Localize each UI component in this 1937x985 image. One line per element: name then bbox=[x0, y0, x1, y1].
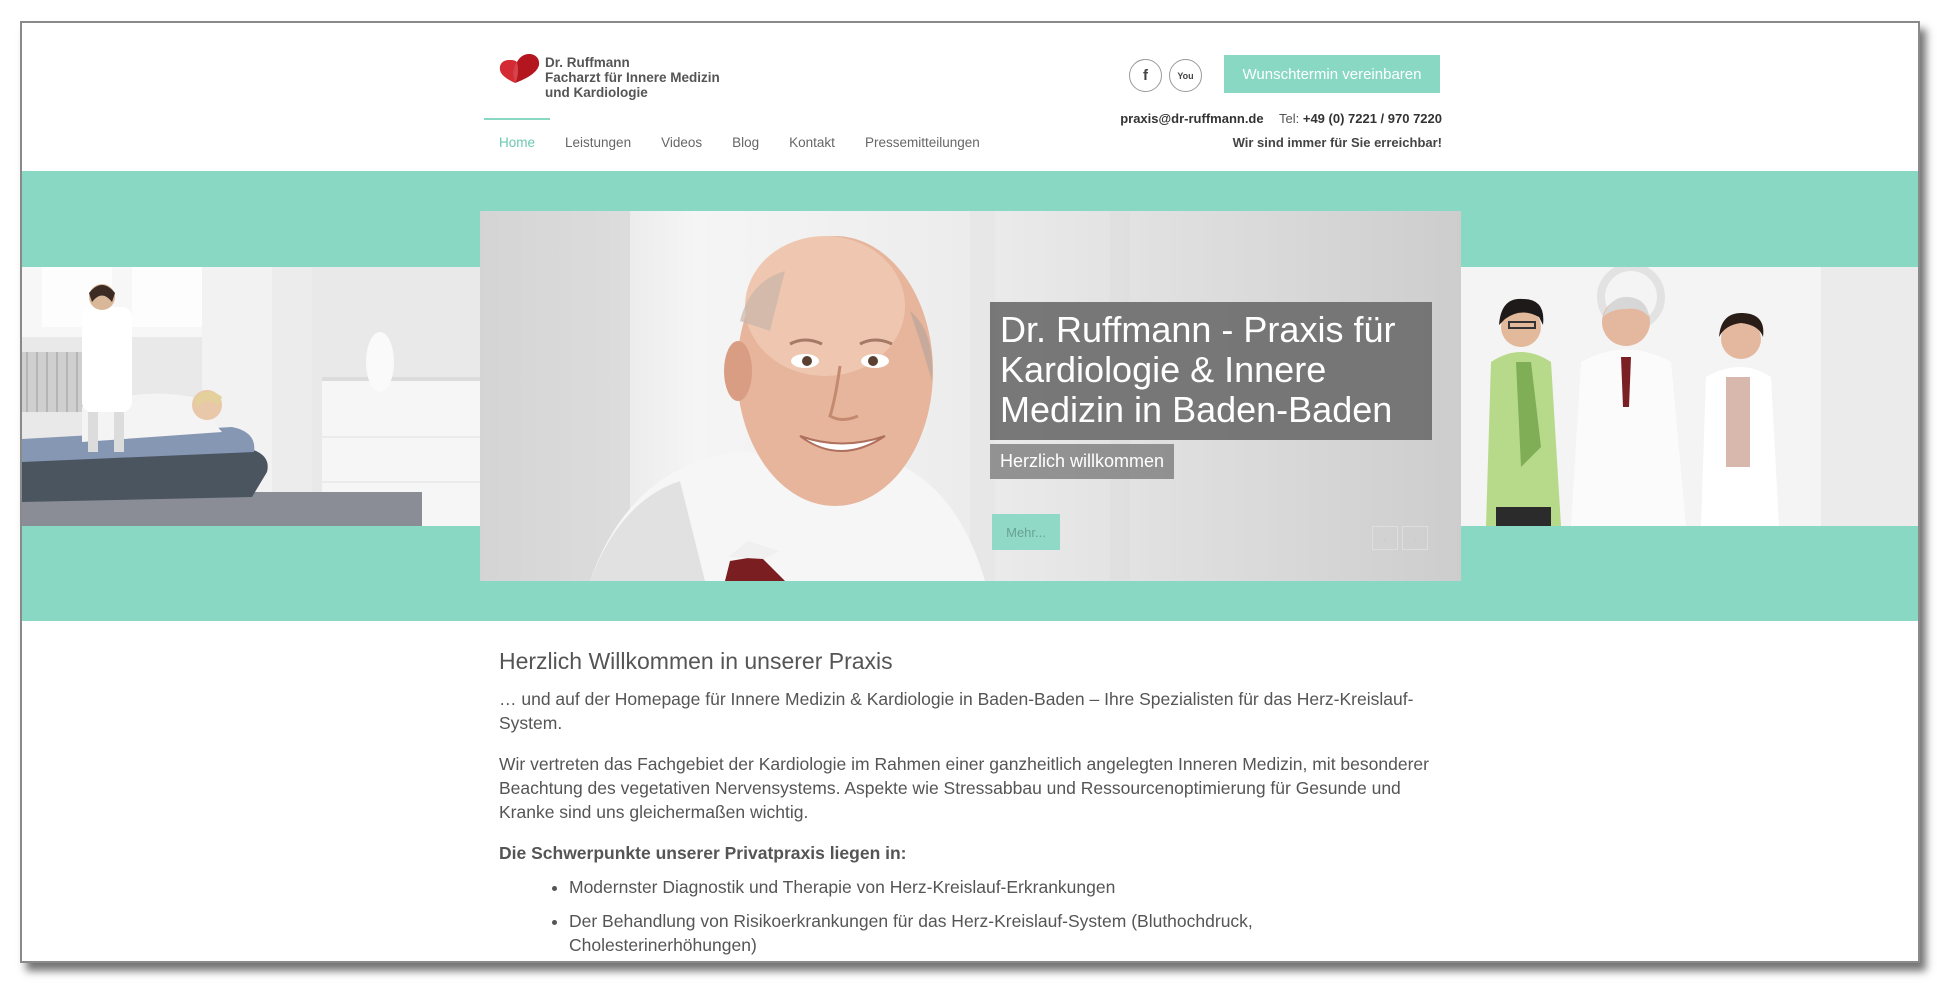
prev-glyph: ‹ bbox=[1382, 530, 1388, 546]
page-title: Herzlich Willkommen in unserer Praxis bbox=[499, 648, 893, 674]
logo-text bbox=[545, 52, 720, 100]
facebook-glyph: f bbox=[1143, 67, 1148, 84]
heart-logo-icon bbox=[499, 52, 543, 86]
slider-next-arrow-icon[interactable] bbox=[1402, 526, 1428, 550]
nav-item-home[interactable]: Home bbox=[499, 135, 536, 150]
next-glyph: › bbox=[1412, 530, 1418, 546]
slider-subtitle: Herzlich willkommen bbox=[990, 444, 1174, 479]
description-paragraph: Wir vertreten das Fachgebiet der Kardiologie im Rahmen einer ganzheitlich angelegten Inneren Medizin, mit besonderer Beachtung des vegetativen Nervensystems. Aspekte wie Stressabbau und Ressourcenoptimierung für Gesunde und Kranke sind uns gleichermaßen wichtig. bbox=[499, 754, 1429, 822]
appointment-button[interactable]: Wunschtermin vereinbaren bbox=[1224, 55, 1440, 93]
nav-item-videos[interactable]: Videos bbox=[661, 135, 703, 150]
logo-name: Dr. Ruffmann bbox=[545, 55, 630, 70]
tel-label: Tel: bbox=[1279, 111, 1300, 126]
logo-specialty-2: und Kardiologie bbox=[545, 85, 648, 100]
nav-item-pressemitteilungen[interactable]: Pressemitteilungen bbox=[864, 135, 980, 150]
slider-prev-image[interactable] bbox=[22, 267, 480, 526]
nav-item-kontakt[interactable]: Kontakt bbox=[789, 135, 835, 150]
contact-line bbox=[1120, 111, 1442, 126]
main-content bbox=[499, 648, 1444, 963]
nav-active-indicator bbox=[484, 118, 550, 120]
list-item: • Modernster Diagnostik und Therapie von Herz-Kreislauf-Erkrankungen bbox=[569, 875, 1444, 899]
email-link[interactable]: praxis@dr-ruffmann.de bbox=[1120, 111, 1264, 126]
slider-prev-arrow-icon[interactable] bbox=[1372, 526, 1398, 550]
browser-page bbox=[20, 21, 1920, 963]
focus-heading: Die Schwerpunkte unserer Privatpraxis liegen in: bbox=[499, 843, 907, 863]
list-item: • Der Behandlung von Risikoerkrankungen für das Herz-Kreislauf-System (Bluthochdruck, Cholesterinerhöhungen) bbox=[569, 909, 1444, 957]
slider-next-image[interactable] bbox=[1461, 267, 1918, 526]
focus-list bbox=[499, 875, 1444, 957]
facebook-icon[interactable] bbox=[1129, 59, 1162, 92]
phone-link[interactable]: +49 (0) 7221 / 970 7220 bbox=[1302, 111, 1442, 126]
youtube-icon[interactable] bbox=[1169, 59, 1202, 92]
slider-more-button[interactable]: Mehr... bbox=[992, 514, 1060, 550]
intro-paragraph: … und auf der Homepage für Innere Medizin & Kardiologie in Baden-Baden – Ihre Spezialisten für das Herz-Kreislauf-System. bbox=[499, 689, 1414, 733]
main-nav bbox=[499, 135, 1010, 150]
nav-item-leistungen[interactable]: Leistungen bbox=[565, 135, 632, 150]
nav-item-blog[interactable]: Blog bbox=[732, 135, 760, 150]
site-logo[interactable] bbox=[499, 52, 720, 100]
logo-specialty: Facharzt für Innere Medizin bbox=[545, 70, 720, 85]
slider-title: Dr. Ruffmann - Praxis für Kardiologie & Innere Medizin in Baden-Baden bbox=[990, 302, 1432, 440]
reachable-text: Wir sind immer für Sie erreichbar! bbox=[1232, 135, 1442, 150]
youtube-glyph: You bbox=[1177, 70, 1194, 81]
